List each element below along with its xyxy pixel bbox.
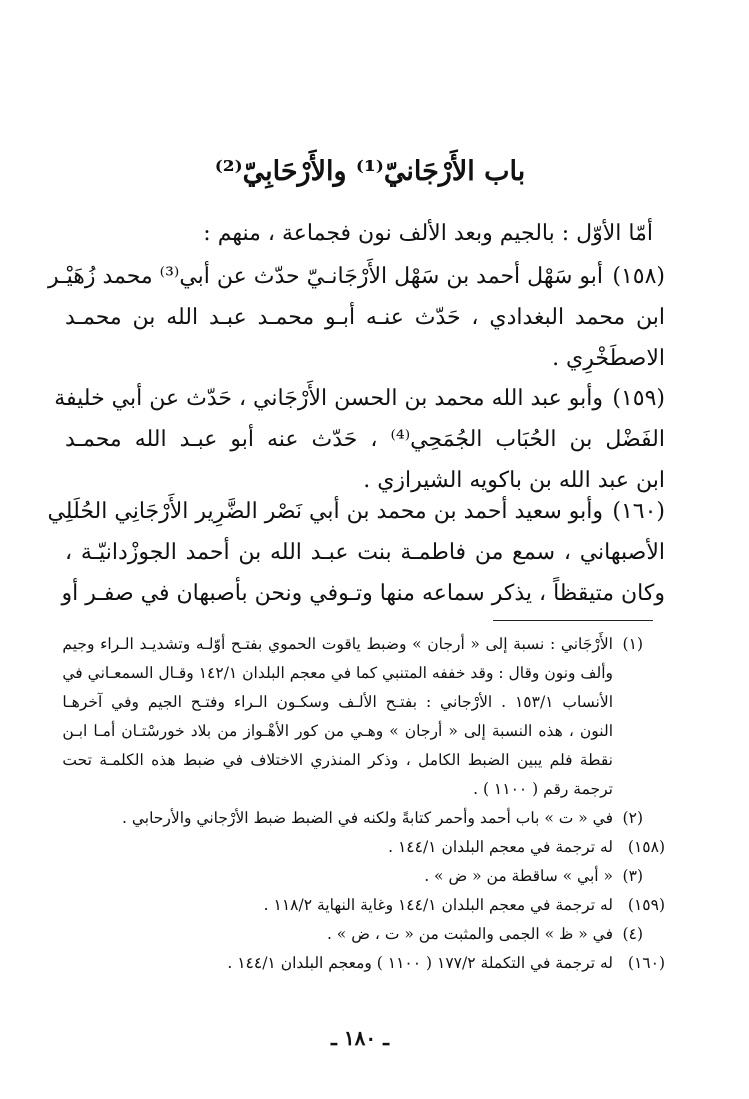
footnote-body <box>65 833 613 862</box>
entry-line-row <box>65 297 665 338</box>
footnote-body <box>65 920 613 949</box>
footnote-line: وألف ونون وقال : وقد خففه المتنبي كما في معجم البلدان ١٤٢/١ وقـال السمعـاني في <box>62 664 613 682</box>
footnote <box>65 804 665 833</box>
entry-first-line-row <box>54 378 665 419</box>
page-number: ـ ١٨٠ ـ <box>331 1026 389 1050</box>
footnote-line: له ترجمة في معجم البلدان ١٤٤/١ وغاية النهاية ١١٨/٢ . <box>263 896 613 914</box>
footnote-separator <box>493 620 653 621</box>
footnote-line: ترجمة رقم ( ١١٠٠ ) . <box>473 780 613 798</box>
footnote <box>65 862 665 891</box>
footnote-number: (٢) <box>622 809 643 827</box>
footnote-line: « أبي » ساقطة من « ض » . <box>424 867 613 885</box>
entry-line-row <box>61 573 665 614</box>
footnote <box>62 630 665 804</box>
footnote-body <box>65 804 613 833</box>
biography-entry <box>47 491 665 614</box>
entry-number: (١٥٩) <box>612 386 665 411</box>
chapter-title: باب الأَرْجَانيّ⁽¹⁾ والأَرْحَابِيّ⁽²⁾ <box>214 156 526 187</box>
footnote-line: في « ت » باب أحمد وأحمر كتابةً ولكنه في الضبط ضبط الأرْجاني والأرحابي . <box>121 809 613 827</box>
entry-line-row <box>65 532 665 573</box>
entry-note-number: (١٥٨) <box>627 838 665 856</box>
footnote-number: (١) <box>622 635 643 653</box>
entry-line: وأبو عبد الله محمد بن الحسن الأَرْجَاني ، حَدّث عن أبي خليفة <box>54 386 603 411</box>
entry-line: ابن محمد البغدادي ، حَدّث عنـه أبـو محمـد عبـد الله بن محمـد <box>65 305 665 330</box>
biography-entry <box>48 256 665 379</box>
entry-note <box>65 949 665 978</box>
entry-line-row <box>65 419 665 460</box>
entry-first-line-row <box>48 256 665 297</box>
footnote-number: (٣) <box>622 867 643 885</box>
footnote-line: له ترجمة في التكملة ١٧٧/٢ ( ١١٠٠ ) ومعجم البلدان ١٤٤/١ . <box>227 954 613 972</box>
footnote-body <box>65 891 613 920</box>
entry-line: ابن عبد الله بن باكويه الشيرازي . <box>363 468 665 493</box>
footnote-line: نقطة فلم يبين الضبط الكامل ، وذكر المنذري الاختلاف في ضبط هذه الكلمـة تحت <box>62 751 613 769</box>
footnotes <box>62 630 665 978</box>
entry-first-line-row <box>47 491 665 532</box>
biography-entry <box>54 378 666 501</box>
footnote-line: له ترجمة في معجم البلدان ١٤٤/١ . <box>388 838 613 856</box>
intro-line: أمّا الأوّل : بالجيم وبعد الألف نون فجماعة ، منهم : <box>203 221 653 246</box>
entry-note <box>65 891 665 920</box>
footnote-number: (٤) <box>622 925 643 943</box>
footnote-line: النون ، هذه النسبة إلى « أرجان » وهـي من كور الأهْـواز من بلاد خورسْتـان أمـا ابـن <box>62 722 613 740</box>
footnote-body <box>62 630 613 804</box>
entry-number: (١٥٨) <box>612 264 665 289</box>
footnote-body <box>65 862 613 891</box>
footnote-body <box>65 949 613 978</box>
entry-note-number: (١٦٠) <box>627 954 665 972</box>
entry-line: أبو سَهْل أحمد بن سَهْل الأَرْجَانـيّ حدّث عن أبي⁽³⁾ محمد زُهَيْـر <box>48 264 603 289</box>
entry-number: (١٦٠) <box>612 499 665 524</box>
footnote-line: الأَرْجَاني : نسبة إلى « أرجان » وضبط ياقوت الحموي بفتـح أوّلـه وتشديـد الـراء وجيم <box>62 635 613 653</box>
entry-note-number: (١٥٩) <box>627 896 665 914</box>
entry-line-row <box>65 338 665 379</box>
footnote-line: الأنساب ١٥٣/١ . الأرْجاني : بفتـح الألـف وسكـون الـراء وفتـح الجيم وفي آخرهـا <box>62 693 614 711</box>
entry-line: الاصطَخْرِي . <box>552 346 665 371</box>
entry-line: الفَضْل بن الحُبَاب الجُمَحِي⁽⁴⁾ ، حَدّث عنه أبو عبـد الله محمـد <box>65 427 666 452</box>
entry-line: وأبو سعيد أحمد بن محمد بن أبي نَصْر الضَّرِير الأَرْجَانِي الحُلَلِي <box>47 499 603 524</box>
footnote-line: في « ظ » الجمى والمثبت من « ت ، ض » . <box>326 925 613 943</box>
footnote <box>65 920 665 949</box>
entry-note <box>65 833 665 862</box>
entry-line: وكان متيقظاً ، يذكر سماعه منها وتـوفي ونحن بأصبهان في صفـر أو <box>61 581 665 606</box>
entry-line: الأصبهاني ، سمع من فاطمـة بنت عبـد الله بن أحمد الجوزْدانيّـة ، <box>65 540 665 565</box>
